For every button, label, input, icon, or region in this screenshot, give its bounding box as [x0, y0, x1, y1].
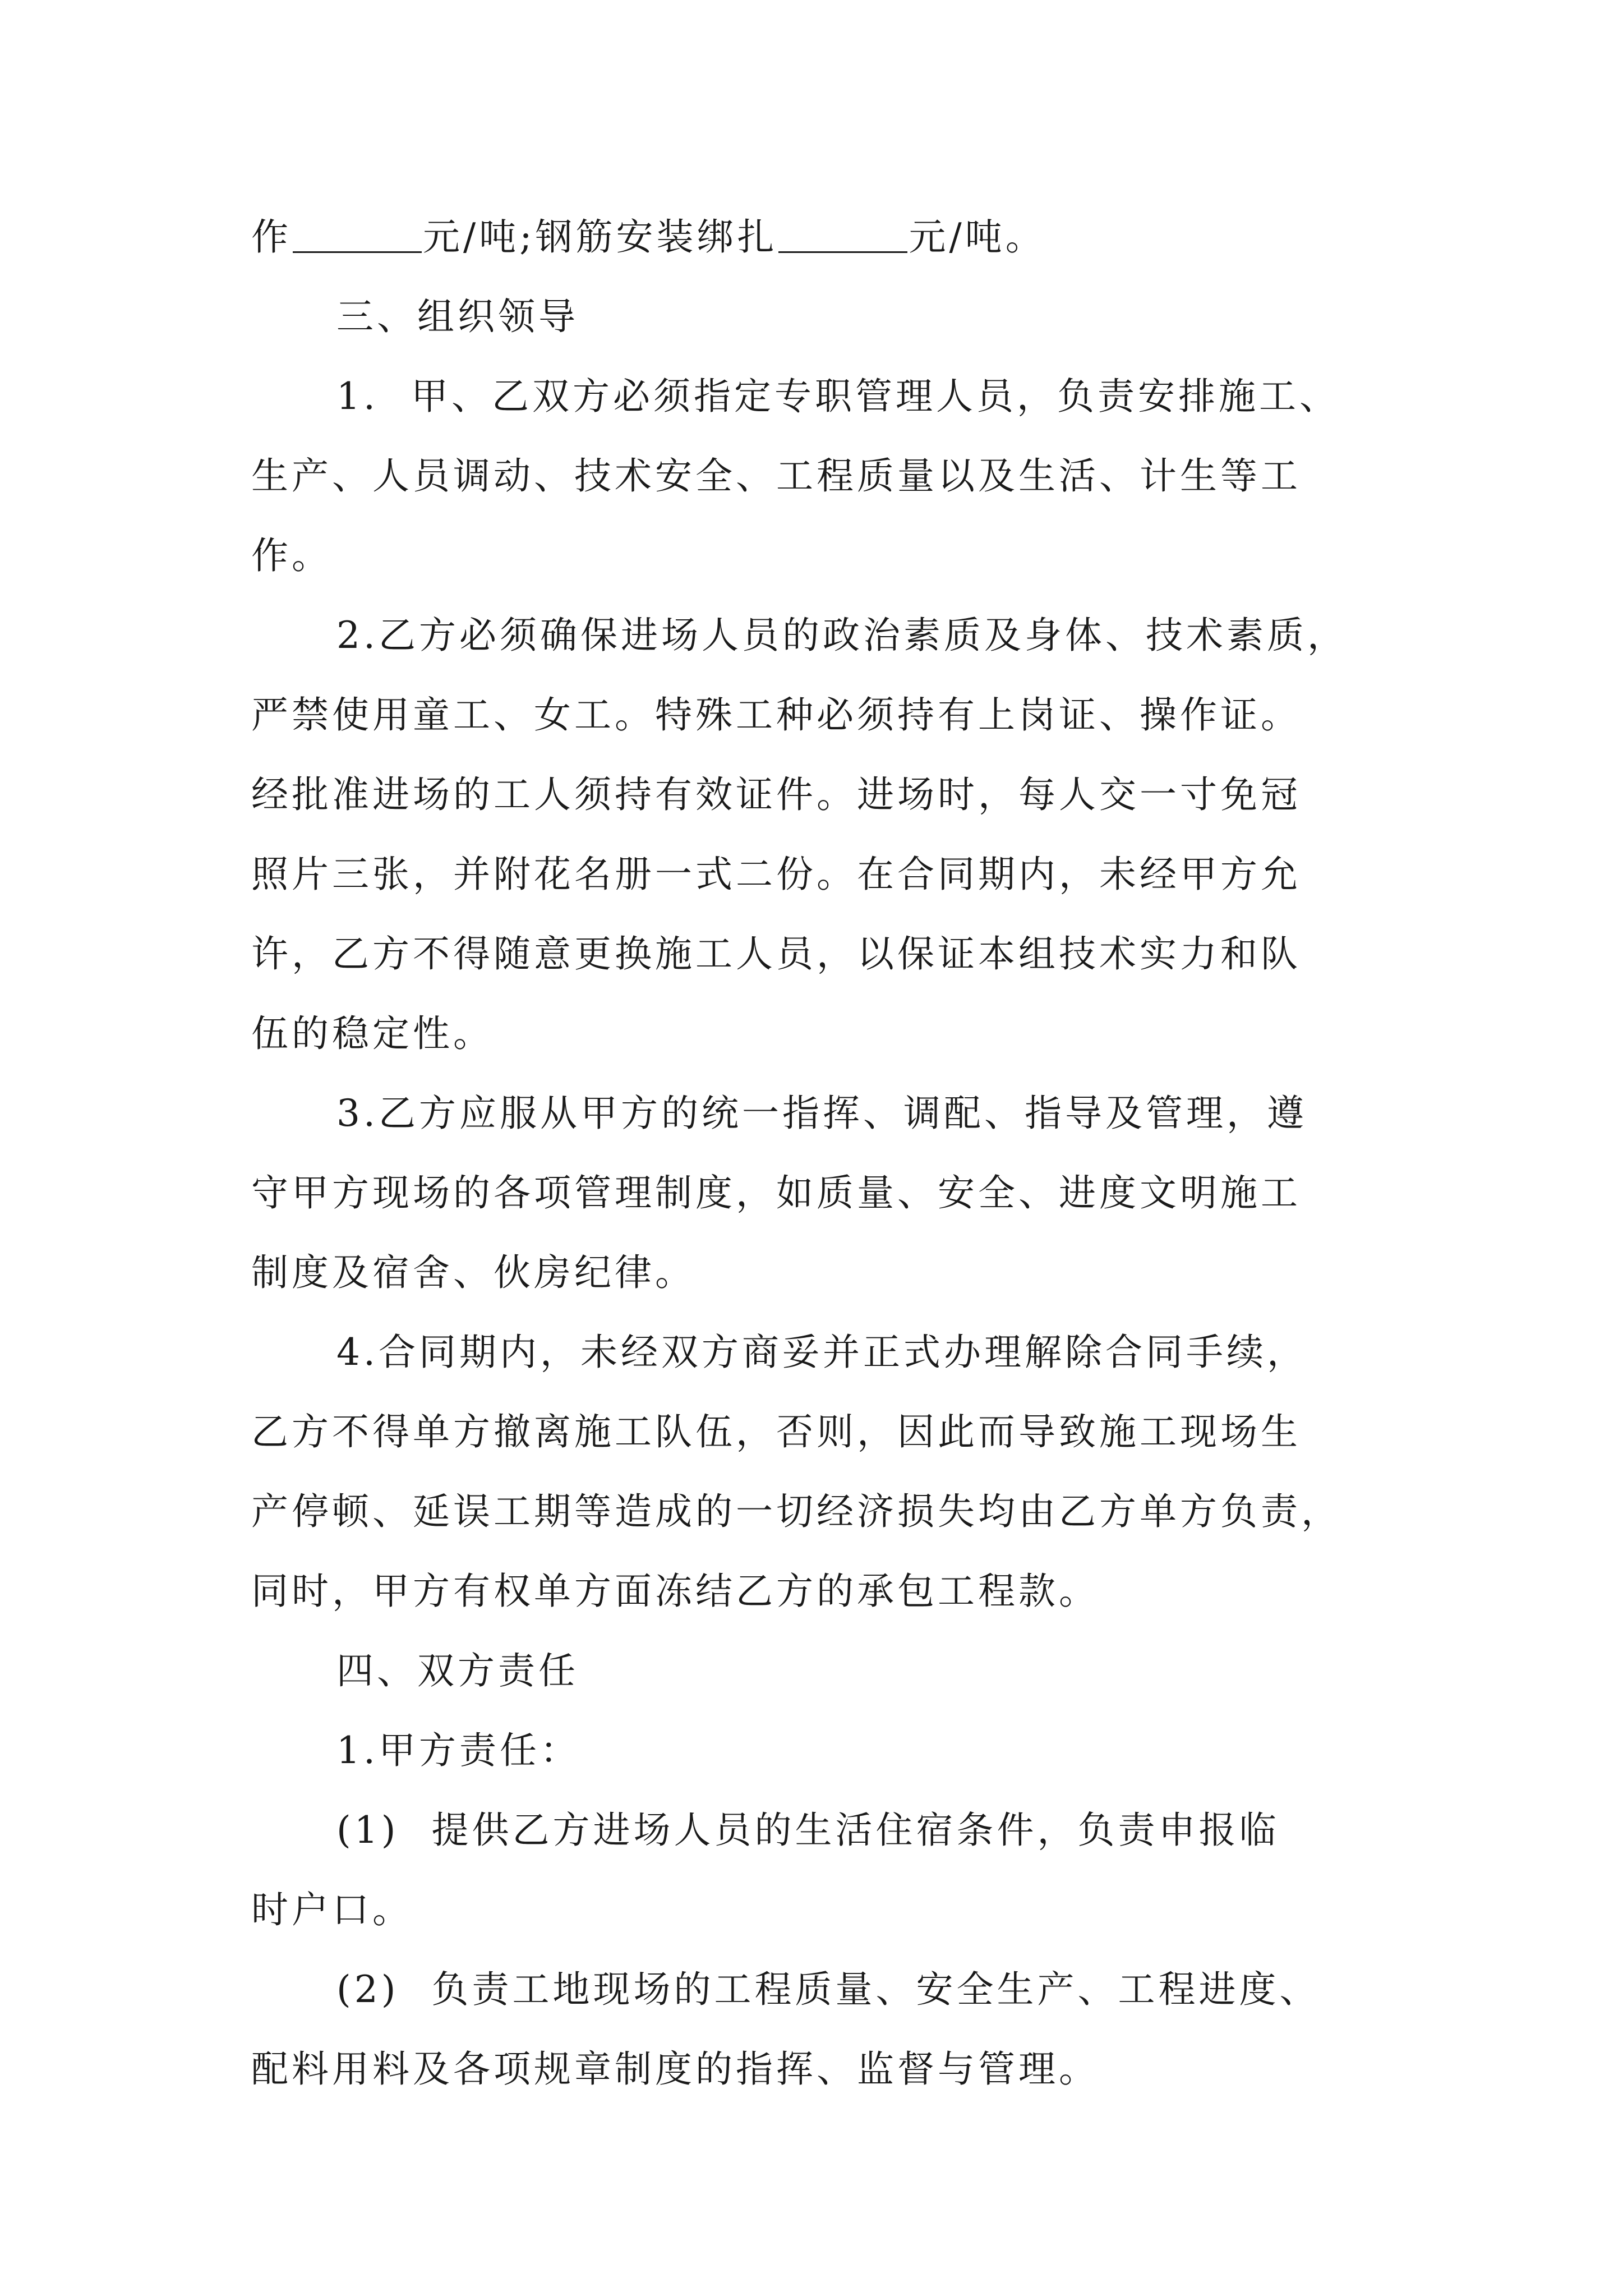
paragraph-4-1-2-text: 负责工地现场的工程质量、安全生产、工程进度、 [431, 1968, 1320, 2011]
paragraph-3-2-line-5: 许，乙方不得随意更换施工人员，以保证本组技术实力和队 [251, 932, 1301, 976]
paragraph-3-2-line-2: 严禁使用童工、女工。特殊工种必须持有上岗证、操作证。 [251, 693, 1301, 737]
paragraph-4-1-2-number: (2) [336, 1968, 399, 2011]
price-blank-2 [778, 214, 907, 253]
paragraph-4-1-1-number: (1) [336, 1809, 399, 1852]
paragraph-4-1-1-line-2: 时户口。 [251, 1888, 413, 1931]
paragraph-3-2-line-4: 照片三张，并附花名册一式二份。在合同期内，未经甲方允 [251, 853, 1301, 896]
section-heading-organization: 三、组织领导 [336, 295, 579, 338]
price-line-end: 元/吨。 [909, 215, 1046, 259]
paragraph-4-1-2-line-1 [251, 1950, 1407, 2030]
paragraph-3-1-number: 1. [336, 375, 379, 418]
paragraph-3-2-line-6: 伍的稳定性。 [251, 1012, 494, 1055]
paragraph-4-1-2-line-2: 配料用料及各项规章制度的指挥、监督与管理。 [251, 2047, 1099, 2091]
paragraph-3-3-line-3: 制度及宿舍、伙房纪律。 [251, 1251, 695, 1294]
section-heading-responsibilities: 四、双方责任 [336, 1649, 579, 1692]
price-blank-1 [293, 214, 422, 253]
paragraph-3-4-line-3: 产停顿、延误工期等造成的一切经济损失均由乙方单方负责， [251, 1490, 1341, 1533]
paragraph-3-2-line-1: 2.乙方必须确保进场人员的政治素质及身体、技术素质， [336, 614, 1348, 657]
subsection-heading-party-a: 1.甲方责任： [336, 1729, 580, 1772]
price-line-start: 作 [251, 215, 292, 259]
price-line-middle: 元/吨;钢筋安装绑扎 [423, 215, 778, 259]
paragraph-3-3-line-2: 守甲方现场的各项管理制度，如质量、安全、进度文明施工 [251, 1171, 1301, 1214]
price-line [251, 197, 1407, 277]
paragraph-3-1-line-2: 生产、人员调动、技术安全、工程质量以及生活、计生等工 [251, 454, 1301, 498]
paragraph-3-1-text: 甲、乙双方必须指定专职管理人员，负责安排施工、 [411, 375, 1340, 418]
paragraph-3-4-line-4: 同时，甲方有权单方面冻结乙方的承包工程款。 [251, 1570, 1099, 1613]
paragraph-3-1-line-3: 作。 [251, 534, 332, 577]
contract-text [251, 197, 1407, 2109]
paragraph-3-2-line-3: 经批准进场的工人须持有效证件。进场时，每人交一寸免冠 [251, 773, 1301, 816]
paragraph-3-1-line-1 [251, 357, 1407, 436]
paragraph-4-1-1-text: 提供乙方进场人员的生活住宿条件，负责申报临 [431, 1809, 1280, 1852]
paragraph-3-4-line-2: 乙方不得单方撤离施工队伍，否则，因此而导致施工现场生 [251, 1410, 1301, 1453]
paragraph-4-1-1-line-1 [251, 1791, 1407, 1870]
paragraph-3-4-line-1: 4.合同期内，未经双方商妥并正式办理解除合同手续， [336, 1331, 1307, 1374]
paragraph-3-3-line-1: 3.乙方应服从甲方的统一指挥、调配、指导及管理，遵 [336, 1092, 1307, 1135]
